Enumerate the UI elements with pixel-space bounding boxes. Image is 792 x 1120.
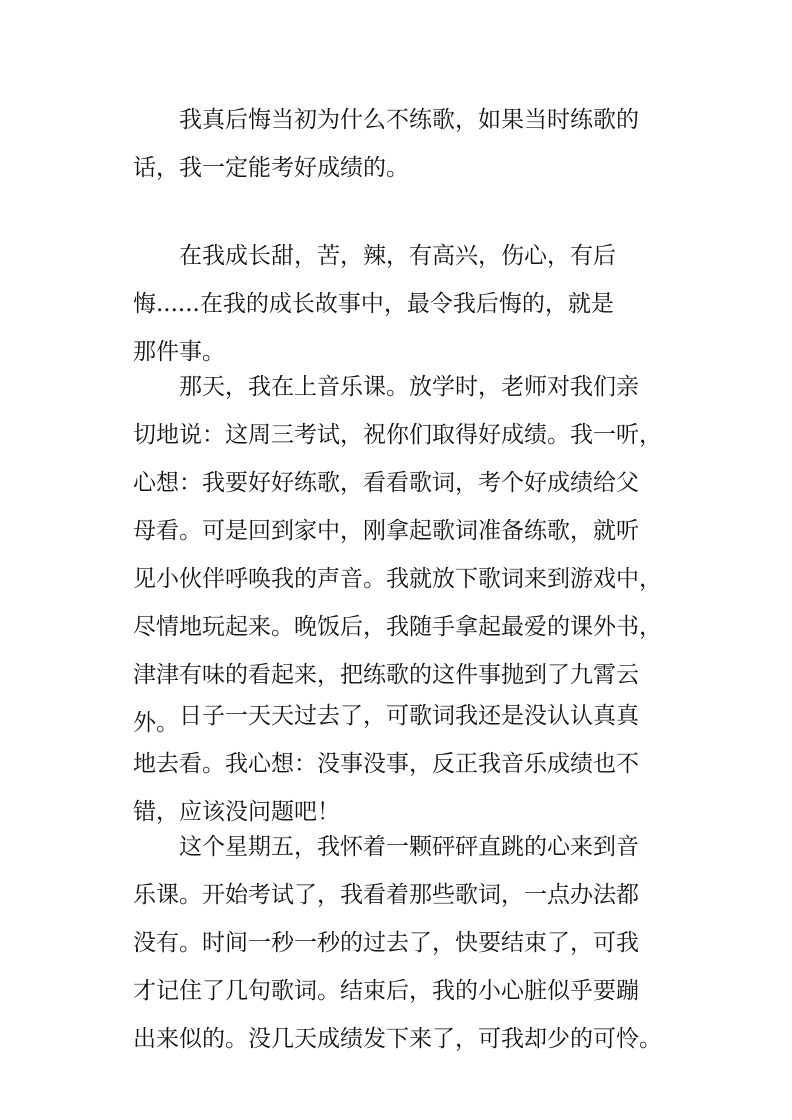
paragraph-regret-intro (133, 96, 661, 192)
text-line: 话，我一定能考好成绩的。 (133, 155, 409, 181)
text-line: 切地说：这周三考试，祝你们取得好成绩。我一听， (133, 422, 662, 448)
text-line: 没有。时间一秒一秒的过去了，快要结束了，可我 (133, 930, 639, 956)
text-line: 我真后悔当初为什么不练歌，如果当时练歌的 (179, 107, 639, 133)
text-line: 见小伙伴呼唤我的声音。我就放下歌词来到游戏中， (133, 566, 662, 592)
text-line: 出来似的。没几天成绩发下来了，可我却少的可怜。 (133, 1026, 662, 1052)
text-line: 日子一天天过去了，可歌词我还是没认认真真 (179, 703, 639, 729)
paragraph-growing-up (133, 232, 661, 376)
text-line: 乐课。开始考试了，我看着那些歌词，一点办法都 (133, 882, 639, 908)
text-line: 才记住了几句歌词。结束后，我的小心脏似乎要蹦 (133, 978, 639, 1004)
text-line: 外。 (133, 710, 179, 736)
text-line: 在我成长甜，苦，辣，有高兴，伤心，有后 (179, 243, 616, 269)
text-line: 那件事。 (133, 339, 225, 365)
paragraph-days-passing (133, 692, 661, 836)
text-line: 母看。可是回到家中，刚拿起歌词准备练歌，就听 (133, 518, 639, 544)
text-line: 地去看。我心想：没事没事，反正我音乐成绩也不 (133, 751, 639, 777)
text-line: 错，应该没问题吧！ (133, 799, 340, 825)
text-line: 那天，我在上音乐课。放学时，老师对我们亲 (179, 374, 639, 400)
text-line: 这个星期五，我怀着一颗砰砰直跳的心来到音 (179, 834, 639, 860)
text-line: 悔......在我的成长故事中，最令我后悔的，就是 (133, 291, 614, 317)
paragraph-exam-day (133, 823, 661, 1063)
paragraph-music-class (133, 363, 661, 747)
text-line: 心想：我要好好练歌，看看歌词，考个好成绩给父 (133, 470, 639, 496)
text-line: 津津有味的看起来，把练歌的这件事抛到了九霄云 (133, 662, 639, 688)
text-line: 尽情地玩起来。晚饭后，我随手拿起最爱的课外书， (133, 614, 662, 640)
